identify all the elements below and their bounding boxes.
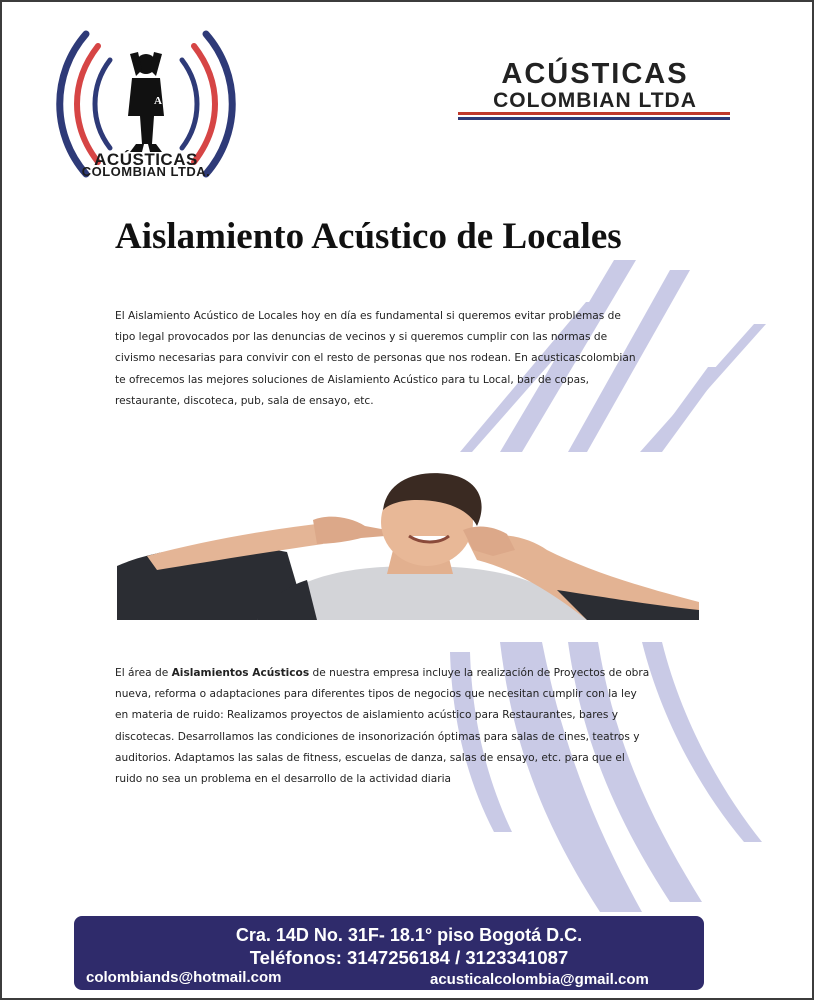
paragraph-line: tipo legal provocados por las denuncias de vecinos y si queremos cumplir con las normas de: [115, 331, 608, 344]
paragraph-line: nueva, reforma o adaptaciones para diferentes tipos de negocios que necesitan cumplir con la ley: [115, 688, 637, 701]
brand-line2: COLOMBIAN LTDA: [493, 89, 697, 112]
paragraph-line: te ofrecemos las mejores soluciones de Aislamiento Acústico para tu Local, bar de copas,: [115, 373, 590, 386]
man-covering-ears-photo: [117, 470, 699, 620]
page-title: Aislamiento Acústico de Locales: [115, 216, 622, 257]
logo-monogram: AC: [154, 95, 170, 107]
contact-footer: [74, 916, 704, 990]
paragraph-line: [115, 663, 699, 684]
logo-line1: ACÚSTICAS: [94, 150, 198, 169]
paragraph-line: restaurante, discoteca, pub, sala de ensayo, etc.: [115, 394, 374, 407]
paragraph-line: en materia de ruido: Realizamos proyectos de aislamiento acústico para Restaurantes, bares y: [115, 709, 619, 722]
paragraph-line1-rest: de nuestra empresa incluye la realización de Proyectos de obra: [309, 667, 650, 679]
paragraph-bold: Aislamientos Acústicos: [171, 667, 310, 679]
footer-address: Cra. 14D No. 31F- 18.1° piso Bogotá D.C.: [235, 925, 583, 945]
brand-underline-blue: [458, 117, 730, 120]
intro-paragraph: [115, 306, 705, 412]
services-paragraph: [115, 663, 699, 790]
paragraph-line: El Aislamiento Acústico de Locales hoy en día es fundamental si queremos evitar problemas de: [115, 310, 621, 322]
paragraph-intro: El área de: [115, 667, 172, 679]
brand-title: [452, 58, 738, 112]
brand-line1: ACÚSTICAS: [501, 58, 689, 90]
footer-email-left[interactable]: colombiands@hotmail.com: [86, 969, 282, 986]
footer-email-right[interactable]: acusticalcolombia@gmail.com: [430, 971, 649, 988]
footer-phones: Teléfonos: 3147256184 / 3123341087: [249, 947, 569, 968]
paragraph-line: ruido no sea un problema en el desarrollo de la actividad diaria: [115, 773, 452, 786]
paragraph-line: civismo necesarias para convivir con el resto de personas que nos rodean. En acusticascolombian: [115, 352, 636, 365]
paragraph-line: auditorios. Adaptamos las salas de fitness, escuelas de danza, salas de ensayo, etc. para que el: [115, 751, 625, 764]
paragraph-line: discotecas. Desarrollamos las condiciones de insonorización óptimas para salas de cines, teatros y: [115, 730, 640, 743]
logo-line2: COLOMBIAN LTDA.: [81, 164, 211, 179]
brand-underline-red: [458, 112, 730, 115]
